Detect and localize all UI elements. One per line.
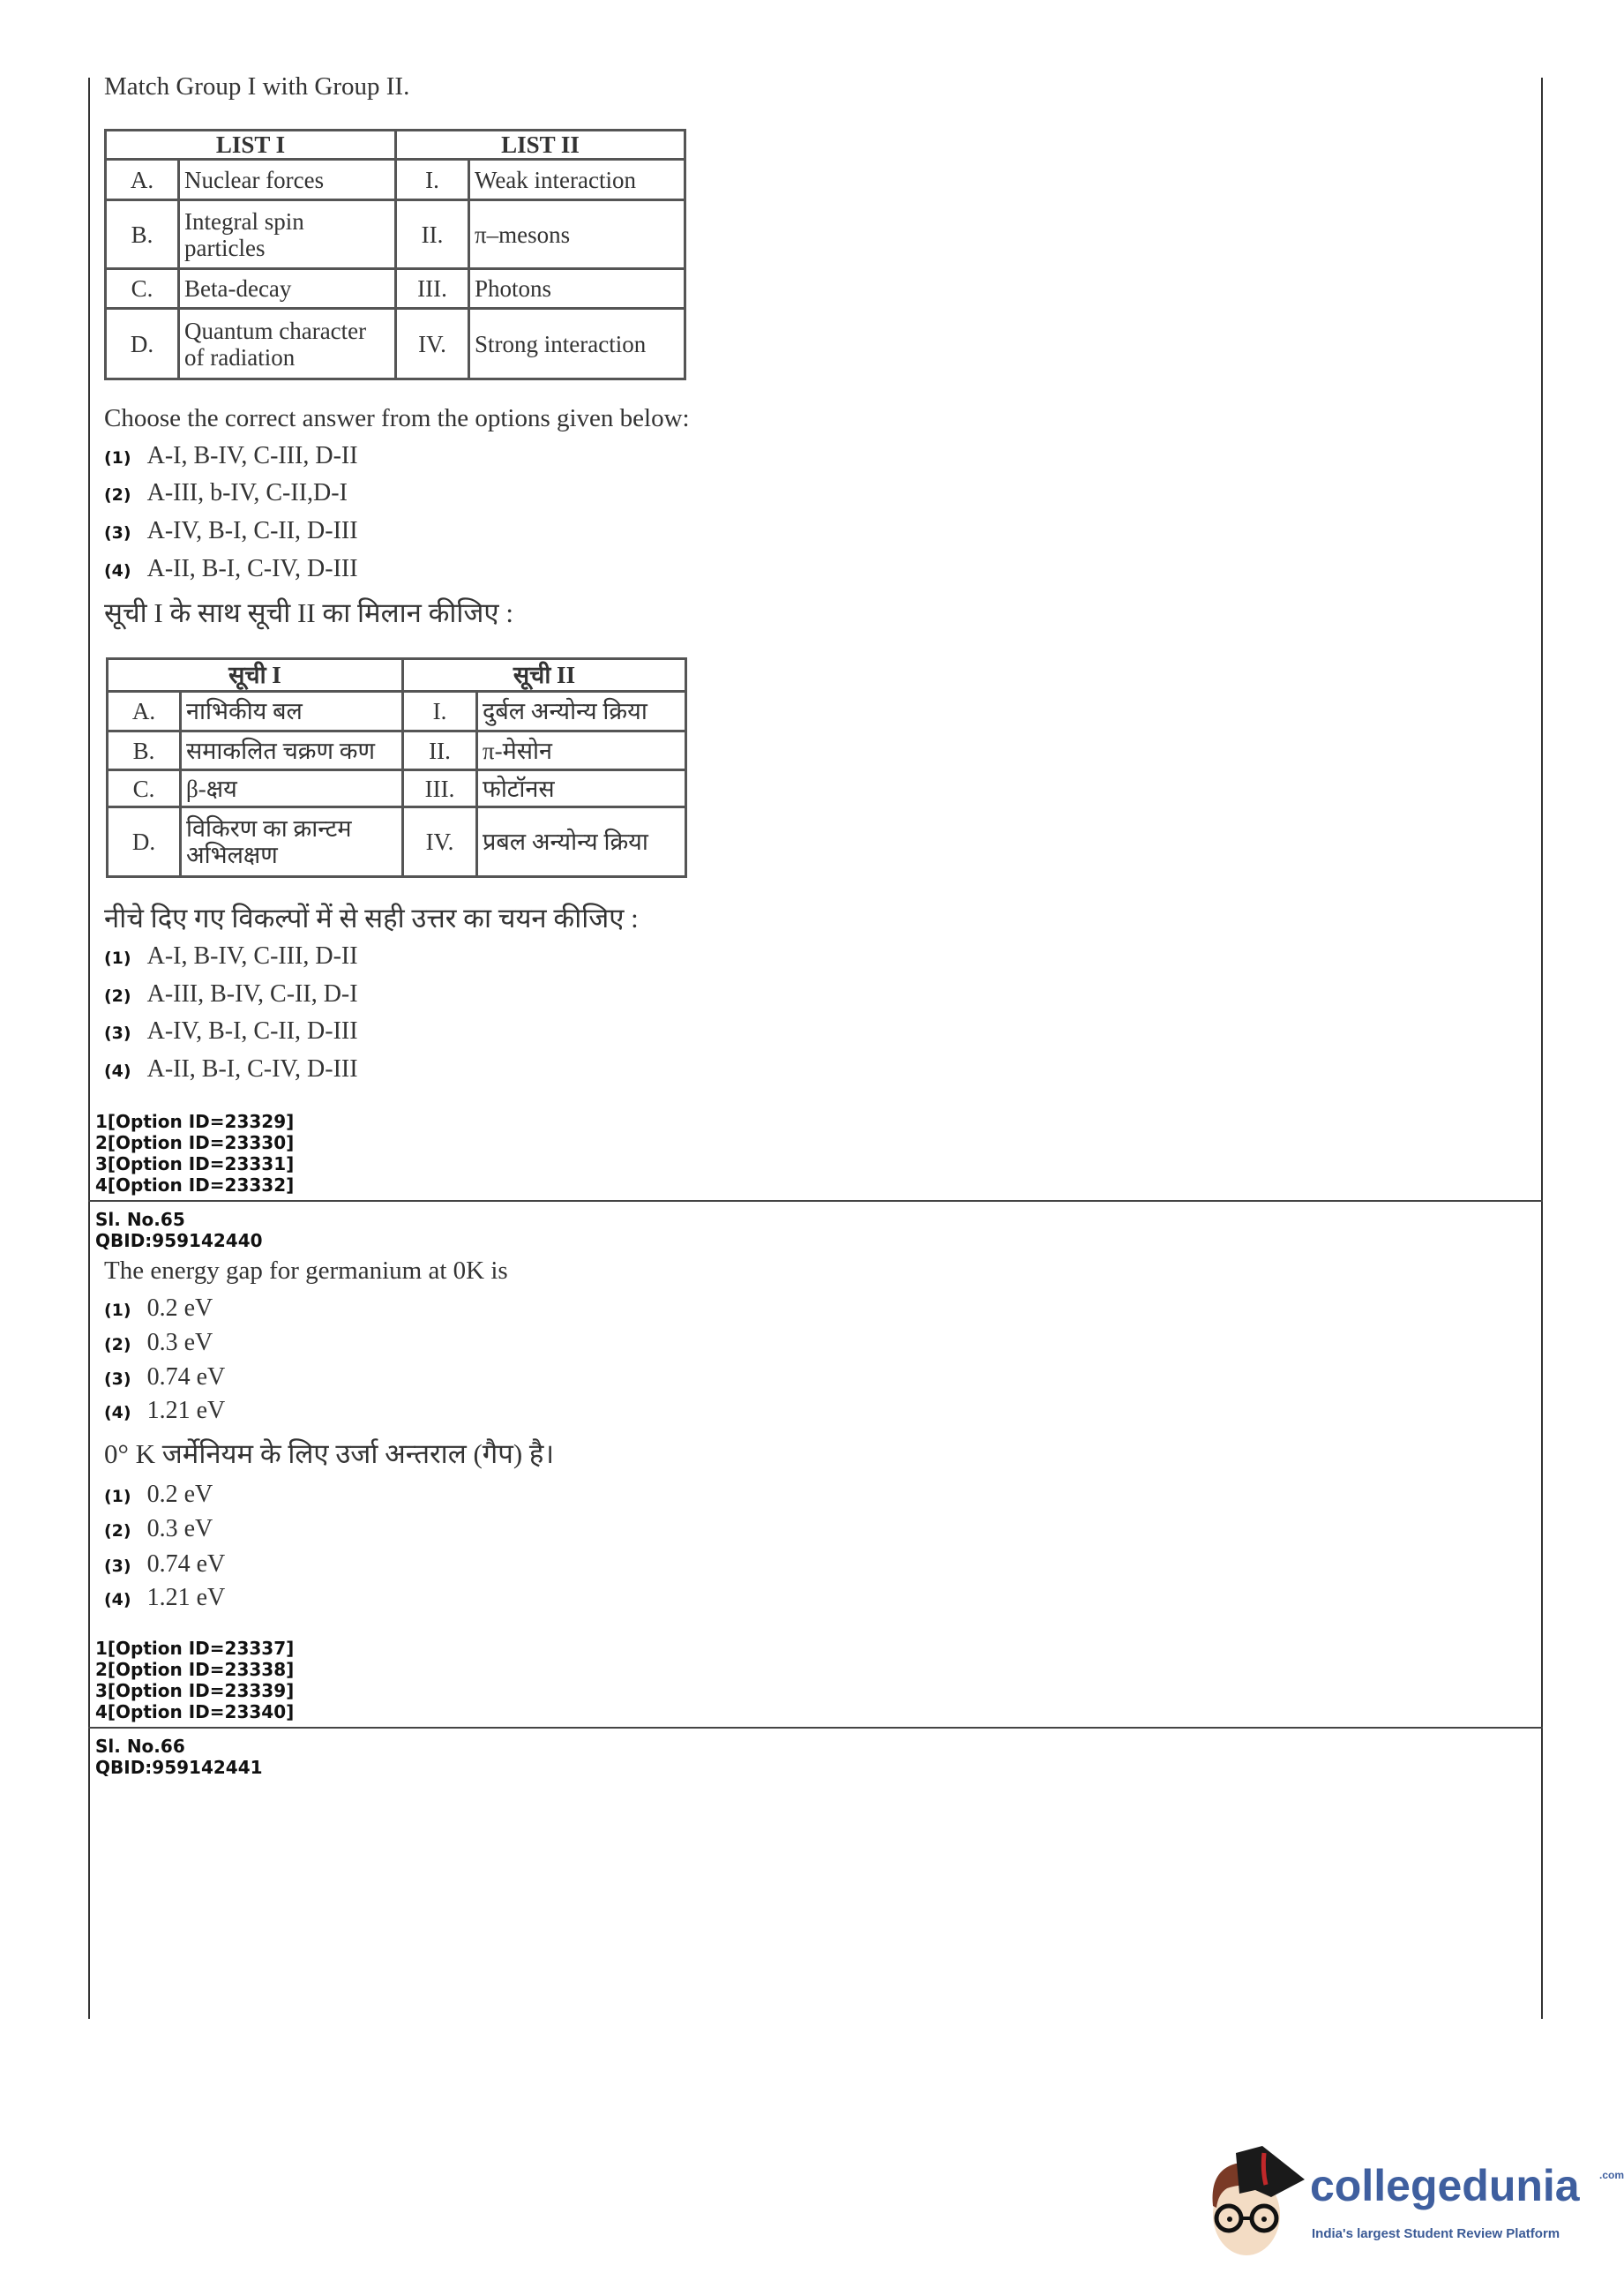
row-key: B.: [106, 200, 179, 269]
row-key: C.: [106, 269, 179, 309]
option-2[interactable]: [104, 1327, 213, 1361]
option-text: 0.3 eV: [146, 1515, 213, 1542]
question-separator: [88, 1727, 1543, 1729]
row-key: D.: [108, 807, 181, 877]
collegedunia-logo: [1201, 2144, 1624, 2259]
option-text: 0.3 eV: [146, 1329, 213, 1356]
row-key: D.: [106, 309, 179, 379]
table-header: LIST II: [396, 131, 685, 160]
row-key: III.: [403, 770, 477, 807]
table-row: [106, 200, 685, 269]
question-separator: [88, 1200, 1543, 1202]
question-prompt-hi: 0° K जर्मेनियम के लिए उर्जा अन्तराल (गैप) है।: [104, 1438, 555, 1469]
serial-number: Sl. No.66: [95, 1736, 185, 1757]
option-3[interactable]: [104, 515, 358, 549]
row-value: Integral spin particles: [179, 200, 396, 269]
option-id: 3[Option ID=23339]: [95, 1680, 295, 1701]
row-value: Nuclear forces: [179, 160, 396, 200]
table-row: [108, 770, 686, 807]
row-key: IV.: [403, 807, 477, 877]
row-value: फोटॉनस: [477, 770, 686, 807]
option-3[interactable]: [104, 1016, 358, 1049]
qbid: QBID:959142441: [95, 1757, 263, 1778]
option-text: A-I, B-IV, C-III, D-II: [146, 942, 358, 970]
question-header: [95, 1736, 263, 1778]
option-text: A-IV, B-I, C-II, D-III: [146, 517, 358, 544]
table-header: सूची II: [403, 659, 686, 692]
logo-wordmark: collegedunia: [1310, 2161, 1580, 2210]
option-ids: [95, 1111, 294, 1196]
row-value: β-क्षय: [181, 770, 403, 807]
row-key: I.: [403, 692, 477, 731]
row-value: Strong interaction: [469, 309, 685, 379]
option-label: (1): [104, 1487, 131, 1506]
option-id: 2[Option ID=23338]: [95, 1659, 295, 1680]
option-label: (1): [104, 1301, 131, 1320]
option-2[interactable]: [104, 477, 348, 511]
row-key: C.: [108, 770, 181, 807]
row-value: प्रबल अन्योन्य क्रिया: [477, 807, 686, 877]
row-key: B.: [108, 731, 181, 770]
option-label: (4): [104, 1590, 131, 1609]
option-label: (1): [104, 949, 131, 968]
option-text: A-IV, B-I, C-II, D-III: [146, 1017, 358, 1045]
option-4[interactable]: [104, 553, 358, 587]
option-1[interactable]: [104, 941, 358, 974]
question-header: [95, 1209, 263, 1251]
table-row: [106, 309, 685, 379]
option-label: (4): [104, 1061, 131, 1081]
option-4[interactable]: [104, 1395, 225, 1429]
row-key: III.: [396, 269, 469, 309]
option-label: (2): [104, 986, 131, 1006]
option-label: (4): [104, 1403, 131, 1422]
row-key: I.: [396, 160, 469, 200]
row-value: दुर्बल अन्योन्य क्रिया: [477, 692, 686, 731]
option-label: (3): [104, 1369, 131, 1389]
option-2[interactable]: [104, 1513, 213, 1547]
option-label: (2): [104, 485, 131, 505]
table-row: [108, 731, 686, 770]
option-id: 2[Option ID=23330]: [95, 1132, 295, 1153]
serial-number: Sl. No.65: [95, 1209, 185, 1230]
option-text: A-III, B-IV, C-II, D-I: [146, 980, 358, 1008]
row-key: II.: [403, 731, 477, 770]
option-label: (3): [104, 1557, 131, 1576]
option-1[interactable]: [104, 440, 358, 474]
row-value: π-मेसोन: [477, 731, 686, 770]
logo-suffix: .com: [1599, 2169, 1624, 2181]
option-id: 3[Option ID=23331]: [95, 1153, 295, 1174]
row-value: Quantum character of radiation: [179, 309, 396, 379]
option-text: 1.21 eV: [146, 1584, 226, 1611]
choose-instruction-hi: नीचे दिए गए विकल्पों में से सही उत्तर का चयन कीजिए :: [104, 903, 639, 934]
table-row: [106, 160, 685, 200]
row-value: Weak interaction: [469, 160, 685, 200]
option-1[interactable]: [104, 1479, 213, 1512]
row-value: विकिरण का क्रान्टम अभिलक्षण: [181, 807, 403, 877]
row-value: समाकलित चक्रण कण: [181, 731, 403, 770]
option-text: A-III, b-IV, C-II,D-I: [146, 479, 348, 506]
row-value: π–mesons: [469, 200, 685, 269]
row-key: A.: [108, 692, 181, 731]
option-id: 4[Option ID=23340]: [95, 1701, 295, 1722]
option-2[interactable]: [104, 979, 358, 1012]
row-key: II.: [396, 200, 469, 269]
option-1[interactable]: [104, 1293, 213, 1326]
table-row: [106, 269, 685, 309]
option-text: A-I, B-IV, C-III, D-II: [146, 442, 358, 469]
option-label: (4): [104, 561, 131, 581]
question-prompt-en: The energy gap for germanium at 0K is: [104, 1257, 508, 1285]
option-label: (3): [104, 523, 131, 543]
row-key: IV.: [396, 309, 469, 379]
logo-tagline: India's largest Student Review Platform: [1312, 2226, 1560, 2241]
table-header: सूची I: [108, 659, 403, 692]
match-table-en: [104, 129, 686, 380]
option-id: 4[Option ID=23332]: [95, 1174, 295, 1196]
option-label: (2): [104, 1335, 131, 1354]
row-value: नाभिकीय बल: [181, 692, 403, 731]
question-prompt-hi: सूची I के साथ सूची II का मिलान कीजिए :: [104, 597, 513, 628]
table-row: [108, 807, 686, 877]
mascot-icon: [1201, 2144, 1306, 2259]
option-text: 1.21 eV: [146, 1397, 226, 1424]
option-label: (2): [104, 1521, 131, 1541]
option-id: 1[Option ID=23329]: [95, 1111, 295, 1132]
option-text: 0.74 eV: [146, 1550, 226, 1578]
option-text: 0.74 eV: [146, 1363, 226, 1391]
qbid: QBID:959142440: [95, 1230, 263, 1251]
table-header: LIST I: [106, 131, 396, 160]
row-value: Beta-decay: [179, 269, 396, 309]
option-text: A-II, B-I, C-IV, D-III: [146, 1055, 358, 1083]
option-label: (1): [104, 448, 131, 468]
option-4[interactable]: [104, 1054, 358, 1087]
option-3[interactable]: [104, 1549, 225, 1582]
option-text: 0.2 eV: [146, 1294, 213, 1322]
row-key: A.: [106, 160, 179, 200]
table-row: [108, 692, 686, 731]
option-text: A-II, B-I, C-IV, D-III: [146, 555, 358, 582]
option-id: 1[Option ID=23337]: [95, 1638, 295, 1659]
match-table-hi: [106, 657, 687, 878]
option-ids: [95, 1638, 294, 1722]
choose-instruction-en: Choose the correct answer from the options given below:: [104, 404, 690, 432]
row-value: Photons: [469, 269, 685, 309]
option-text: 0.2 eV: [146, 1481, 213, 1508]
question-prompt-en: Match Group I with Group II.: [104, 72, 410, 101]
option-3[interactable]: [104, 1362, 225, 1395]
option-4[interactable]: [104, 1582, 225, 1616]
option-label: (3): [104, 1024, 131, 1043]
